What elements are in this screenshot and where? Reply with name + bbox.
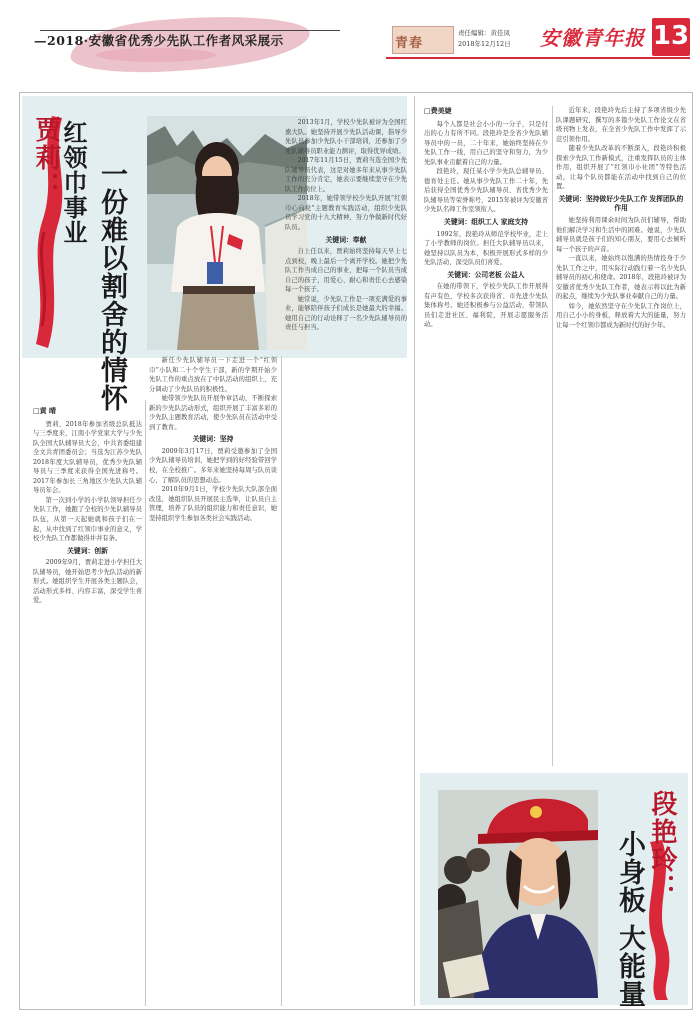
paragraph: 如今，她依然坚守在少先队工作岗位上，用自己小小的身板，释放着大大的能量，努力让每一个红领巾都成为新时代的好少年。 (556, 302, 686, 330)
paragraph: 段艳玲，现任某小学少先队总辅导员、德育处主任。她从事少先队工作二十年，先后获得全国优秀少先队辅导员、省优秀少先队辅导员等荣誉称号，2015年被评为安徽省少先队名师工作室领衔人。 (424, 168, 548, 214)
right-article-headline: 小身板 大能量 (614, 830, 645, 1009)
paragraph: 近年来，段艳玲先后主持了多项省级少先队课题研究，撰写的多篇少先队工作论文在省级刊物上发表，在全省少先队工作中发挥了示范引领作用。 (556, 107, 686, 143)
masthead (540, 18, 648, 56)
paragraph: 2017年11月15日，贾莉当选全国少先队辅导员代表，这是对她多年来从事少先队工作的充分肯定，她表示要继续坚守在少先队工作岗位上。 (285, 157, 407, 193)
column-divider (145, 400, 146, 1006)
paragraph: 她带领少先队员开展争章活动，不断探索新的少先队活动形式，组织开展了丰富多彩的少先队主题教育活动，使少先队员在活动中受到了教育。 (149, 395, 277, 431)
paragraph: 2009年9月，贾莉走进小学担任大队辅导员，她开始思考少先队活动的新形式。她组织学生开展各类主题队会，活动形式多样、内容丰富，深受学生喜爱。 (33, 559, 142, 605)
portrait-photo-jia-li (147, 116, 307, 350)
edition-meta (458, 28, 511, 50)
keyword-heading: 关键词：奉献 (325, 235, 367, 244)
paragraph: 自上任以来，贾莉始终坚持每天早上七点到校，晚上最后一个离开学校。她把少先队工作当成自己的事业，把每一个队员当成自己的孩子，用爱心、耐心和责任心去感染每一个孩子。 (285, 248, 407, 294)
header-red-rule (386, 57, 690, 59)
keyword-heading: 关键词：坚持做好少先队工作 发挥团队的作用 (558, 194, 684, 213)
page-number-box (652, 18, 690, 56)
paragraph: 随着少先队改革的不断深入，段艳玲积极探索少先队工作新模式，注重发挥队员的主体作用，组织开展了“红领巾小社团”等特色活动，让每个队员都能在活动中找到自己的位置。 (556, 145, 686, 191)
paragraph: 在她的带领下，学校少先队工作开展得有声有色，学校多次获得省、市先进少先队集体称号。她还积极参与公益活动，带领队员们走进社区、福利院，开展志愿服务活动。 (424, 283, 548, 329)
keyword-heading: 关键词：公司老板 公益人 (447, 270, 525, 279)
left-article-headline: 一份难以割舍的情怀 (96, 160, 127, 412)
page-number: 13 (652, 21, 690, 51)
paragraph: 2009年3月17日，贾莉受邀参加了全国少先队辅导员培训，她把学到的好经验带回学校，在全校推广。多年来她坚持每周与队员谈心，了解队员的思想动态。 (149, 447, 277, 484)
article-divider (414, 96, 415, 1006)
series-title: —2018·安徽省优秀少先队工作者风采展示 (34, 33, 284, 48)
left-article-person-name: 贾莉： (31, 116, 61, 200)
paragraph: 她坚持利用课余时间为队员们辅导，帮助他们解决学习和生活中的困难。她说，少先队辅导员就是孩子们的知心朋友，要用心去倾听每一个孩子的声音。 (556, 217, 686, 253)
paragraph: 1992年，段艳玲从师范学校毕业，走上了小学教师的岗位。担任大队辅导员以来，她坚持以队员为本，积极开展形式多样的少先队活动，深受队员们喜爱。 (424, 230, 548, 267)
right-article-column-1 (424, 106, 548, 766)
paragraph: 2010年9月1日，学校少先队大队部全面改选，她组织队员开展民主选举，让队员自主管理，培养了队员的组织能力和责任意识，她坚持组织学生参加各类社会实践活动。 (149, 486, 277, 522)
left-article-column-1 (33, 406, 142, 1002)
paragraph: 第一次到小学的小学队领导担任少先队工作，她跑了全校的少先队辅导员队伍，从第一天起她就和孩子们在一起，从中找到了红领巾事业的意义，学校少先队工作都做得井井有条。 (33, 496, 142, 543)
left-article-column-2 (149, 356, 277, 1002)
paragraph: 每个人都是社会小小的一分子，只是付出的心力有所不同。段艳玲是全省少先队辅导员中的一员，二十年来，她始终坚持在少先队工作一线，用自己的坚守和努力，为少先队事业贡献着自己的力量。 (424, 120, 548, 166)
right-article-author: □费美婕 (424, 106, 452, 115)
masthead-title: 安徽青年报 (540, 26, 645, 50)
left-article-column-3 (285, 118, 407, 1002)
portrait-photo-art (438, 790, 598, 998)
right-article-person-name: 段艳玲： (647, 790, 677, 902)
left-article-author: □黄 晴 (33, 406, 57, 415)
paragraph: 贾莉，2018年参加省级总队抵达与三季度来，江南小学党家大学与少先队全国大队辅导员大会，中共省委组建全文共青团委员会；当选为江苏少先队2018年度大队辅导员，优秀少先队辅导员与三季度来获得全国先进称号。2017年参加长三角地区少先队大队辅导员年会。 (33, 420, 142, 495)
paragraph: 2013年1月，学校少先队被评为全国红旗大队。她坚持开展少先队活动课，指导少先队员参加少先队小干部培训，还参加了少先队辅导员职业能力测评，取得优异成绩。 (285, 119, 407, 155)
left-article-subtitle: 红领巾事业 (59, 120, 88, 245)
keyword-heading: 关键词：坚持 (192, 435, 234, 444)
column-divider (552, 106, 553, 766)
date-line: 2018年12月12日 (458, 40, 511, 48)
keyword-heading: 关键词：组织工人 家庭支持 (444, 218, 528, 227)
section-logo (392, 26, 454, 54)
column-divider (281, 356, 282, 1006)
editor-line: 责任编辑：黄佳凤 (458, 29, 510, 37)
section-logo-text: 青春 (395, 36, 424, 51)
page-header (0, 0, 700, 92)
keyword-heading: 关键词：创新 (67, 546, 108, 555)
paragraph: 新任少先队辅导员一下走进一个“红领巾”小队和二十个学生干部，新的学期开始少先队工作的重点放在了中队活动的组织上，充分调动了少先队员的积极性。 (149, 357, 277, 393)
paragraph: 2018年，她带领学校少先队开展“红领巾心向党”主题教育实践活动，组织少先队员学习党的十九大精神，努力争做新时代好队员。 (285, 195, 407, 232)
portrait-photo-art (147, 116, 307, 350)
portrait-photo-duan-yanling (438, 790, 598, 998)
paragraph: 她常说，少先队工作是一项充满爱的事业，能够陪伴孩子们成长是她最大的幸福。她用自己的行动诠释了一名少先队辅导员的责任与担当。 (285, 295, 407, 332)
right-article-column-2 (556, 106, 686, 766)
paragraph: 一直以来，她始终以饱满的热情投身于少先队工作之中，用实际行动践行着一名少先队辅导员的初心和使命。2018年，段艳玲被评为安徽省优秀少先队工作者，她表示将以此为新的起点，继续为少先队事业奉献自己的力量。 (556, 255, 686, 301)
